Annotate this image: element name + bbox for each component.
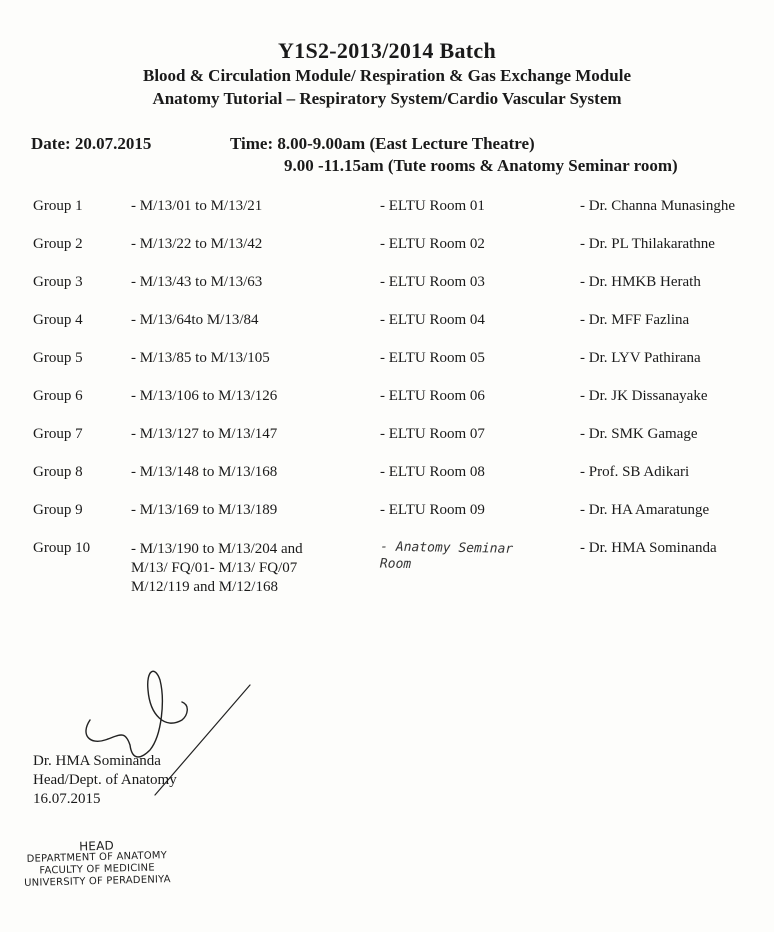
group-row [0,236,774,260]
group-label: Group 4 [33,312,83,328]
group-label: Group 1 [33,198,83,214]
handwritten-room: - Anatomy Seminar Room [379,539,514,573]
index-range-line: M/13/ FQ/01- M/13/ FQ/07 [131,560,298,576]
index-range-line: M/12/119 and M/12/168 [131,579,278,595]
session-time-2: 9.00 -11.15am (Tute rooms & Anatomy Seminar room) [284,156,678,175]
group-label: Group 5 [33,350,83,366]
tutor: - Dr. LYV Pathirana [580,350,701,366]
room: - ELTU Room 02 [380,236,485,252]
signoff-block [33,752,177,809]
document-title: Y1S2-2013/2014 Batch [277,38,497,63]
stamp-line: UNIVERSITY OF PERADENIYA [24,874,171,889]
group-label: Group 10 [33,540,91,556]
signoff-date: 16.07.2015 [33,791,101,807]
group-row [0,502,774,526]
index-range: - M/13/85 to M/13/105 [131,350,270,366]
stamp-line: FACULTY OF MEDICINE [39,862,155,877]
group-label: Group 7 [33,426,83,442]
index-range-line: - M/13/190 to M/13/204 and [131,541,303,557]
stamp-line: DEPARTMENT OF ANATOMY [26,850,168,865]
tutor: - Dr. JK Dissanayake [580,388,708,404]
group-row-10 [0,540,774,600]
room: - ELTU Room 03 [380,274,485,290]
module-subtitle: Blood & Circulation Module/ Respiration & Gas Exchange Module [143,66,631,85]
tutor: - Dr. HMKB Herath [580,274,701,290]
room: - ELTU Room 06 [380,388,485,404]
room: - ELTU Room 04 [380,312,485,328]
room: - ELTU Room 07 [380,426,485,442]
group-row [0,312,774,336]
stamp-line: HEAD [78,838,115,854]
group-row [0,464,774,488]
session-time-1: Time: 8.00-9.00am (East Lecture Theatre) [230,134,535,153]
group-row [0,350,774,374]
index-range: - M/13/127 to M/13/147 [131,426,278,442]
index-range: - M/13/106 to M/13/126 [131,388,278,404]
tutor: - Dr. SMK Gamage [580,426,698,442]
session-date: Date: 20.07.2015 [31,134,152,153]
tutor: - Dr. Channa Munasinghe [580,198,735,214]
index-range: - M/13/01 to M/13/21 [131,198,263,214]
index-range: - M/13/148 to M/13/168 [131,464,278,480]
group-row [0,274,774,298]
index-range: - M/13/169 to M/13/189 [131,502,278,518]
tutor: - Prof. SB Adikari [580,464,690,480]
group-label: Group 3 [33,274,83,290]
room: - ELTU Room 08 [380,464,485,480]
tutor: - Dr. MFF Fazlina [580,312,690,328]
group-row [0,388,774,412]
group-label: Group 6 [33,388,83,404]
room: - ELTU Room 09 [380,502,485,518]
group-row [0,426,774,450]
tutor: - Dr. HA Amaratunge [580,502,710,518]
tutor: - Dr. HMA Sominanda [580,540,717,556]
group-row [0,198,774,222]
room: - ELTU Room 01 [380,198,485,214]
signatory-position: Head/Dept. of Anatomy [33,772,177,788]
room: - ELTU Room 05 [380,350,485,366]
index-range: - M/13/22 to M/13/42 [131,236,263,252]
signatory-name: Dr. HMA Sominanda [33,753,161,769]
group-label: Group 8 [33,464,83,480]
tutorial-subtitle: Anatomy Tutorial – Respiratory System/Cardio Vascular System [152,89,622,108]
group-label: Group 9 [33,502,83,518]
index-range: - M/13/64to M/13/84 [131,312,259,328]
group-label: Group 2 [33,236,83,252]
index-range: - M/13/43 to M/13/63 [131,274,263,290]
index-range-multiline [131,540,303,597]
department-stamp [11,838,182,890]
tutor: - Dr. PL Thilakarathne [580,236,715,252]
